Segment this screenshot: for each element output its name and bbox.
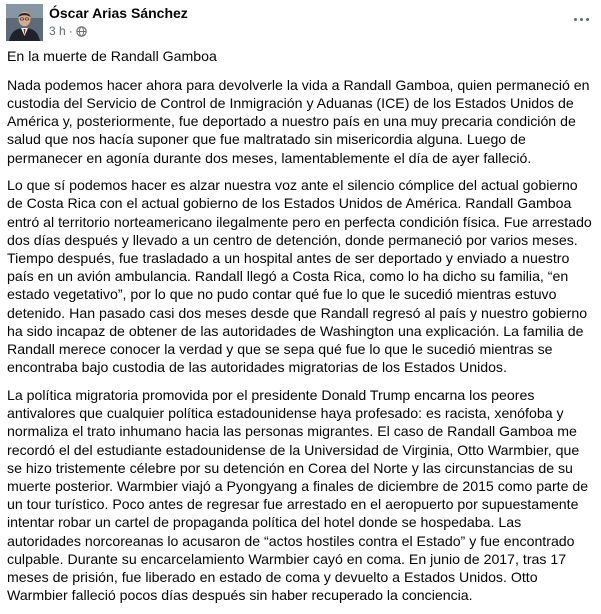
meta-separator: · (68, 24, 73, 38)
profile-photo-icon (6, 4, 43, 41)
more-options-button[interactable] (566, 8, 596, 30)
post-paragraph: Lo que sí podemos hacer es alzar nuestra voz ante el silencio cómplice del actual gobierno de Costa Rica con el actual gobierno de los Estados Unidos de América. Randall Gamboa entró al territorio norteamericano ilegalmente pero en perfecta condición física. Fue arrestado dos días después y llevado a un centro de detención, donde permaneció por varios meses. Tiempo después, fue trasladado a un hospital antes de ser deportado y enviado a nuestro país en un avión ambulancia. Randall llegó a Costa Rica, como lo ha dicho su familia, “en estado vegetativo”, por lo que no pudo contar qué fue lo que le sucedió mientras estuvo detenido. Han pasado casi dos meses desde que Randall regresó al país y nuestro gobierno ha sido incapaz de obtener de las autoridades de Washington una explicación. La familia de Randall merece conocer la verdad y que se sepa qué fue lo que le sucedió mientras se encontraba bajo custodia de las autoridades migratorias de los Estados Unidos. (7, 177, 592, 376)
avatar[interactable] (6, 4, 43, 41)
globe-icon[interactable] (76, 26, 87, 37)
post-body (7, 47, 597, 614)
more-options-icon (574, 18, 577, 21)
post-paragraph: La política migratoria promovida por el presidente Donald Trump encarna los peores antivalores que cualquier política estadounidense haya profesado: es racista, xenófoba y normaliza el trato inhumano hacia las personas migrantes. El caso de Randall Gamboa me recordó el del estudiante estadounidense de la Universidad de Virginia, Otto Warmbier, que se hizo tristemente célebre por su detención en Corea del Norte y las circunstancias de su muerte posterior. Warmbier viajó a Pyongyang a finales de diciembre de 2015 como parte de un tour turístico. Poco antes de regresar fue arrestado en el aeropuerto por supuestamente intentar robar un cartel de propaganda política del hotel donde se hospedaba. Las autoridades norcoreanas lo acusaron de “actos hostiles contra el Estado” y fue encontrado culpable. Durante su encarcelamiento Warmbier cayó en coma. En junio de 2017, tras 17 meses de prisión, fue liberado en estado de coma y devuelto a Estados Unidos. Otto Warmbier falleció pocos días después sin haber recuperado la conciencia. (7, 386, 589, 604)
post-paragraph: Nada podemos hacer ahora para devolverle la vida a Randall Gamboa, quien permaneció en custodia del Servicio de Control de Inmigración y Aduanas (ICE) de los Estados Unidos de América y, posteriormente, fue deportado a nuestro país en una muy precaria condición de salud que nos hacía suponer que fue maltratado sin misericordia alguna. Luego de permanecer en agonía durante dos meses, lamentablemente el día de ayer falleció. (7, 76, 590, 166)
post-header (0, 0, 601, 44)
post-title: En la muerte de Randall Gamboa (7, 48, 217, 64)
post-meta (49, 24, 87, 38)
author-name[interactable]: Óscar Arias Sánchez (49, 5, 188, 21)
post-time[interactable]: 3 h (49, 24, 66, 38)
